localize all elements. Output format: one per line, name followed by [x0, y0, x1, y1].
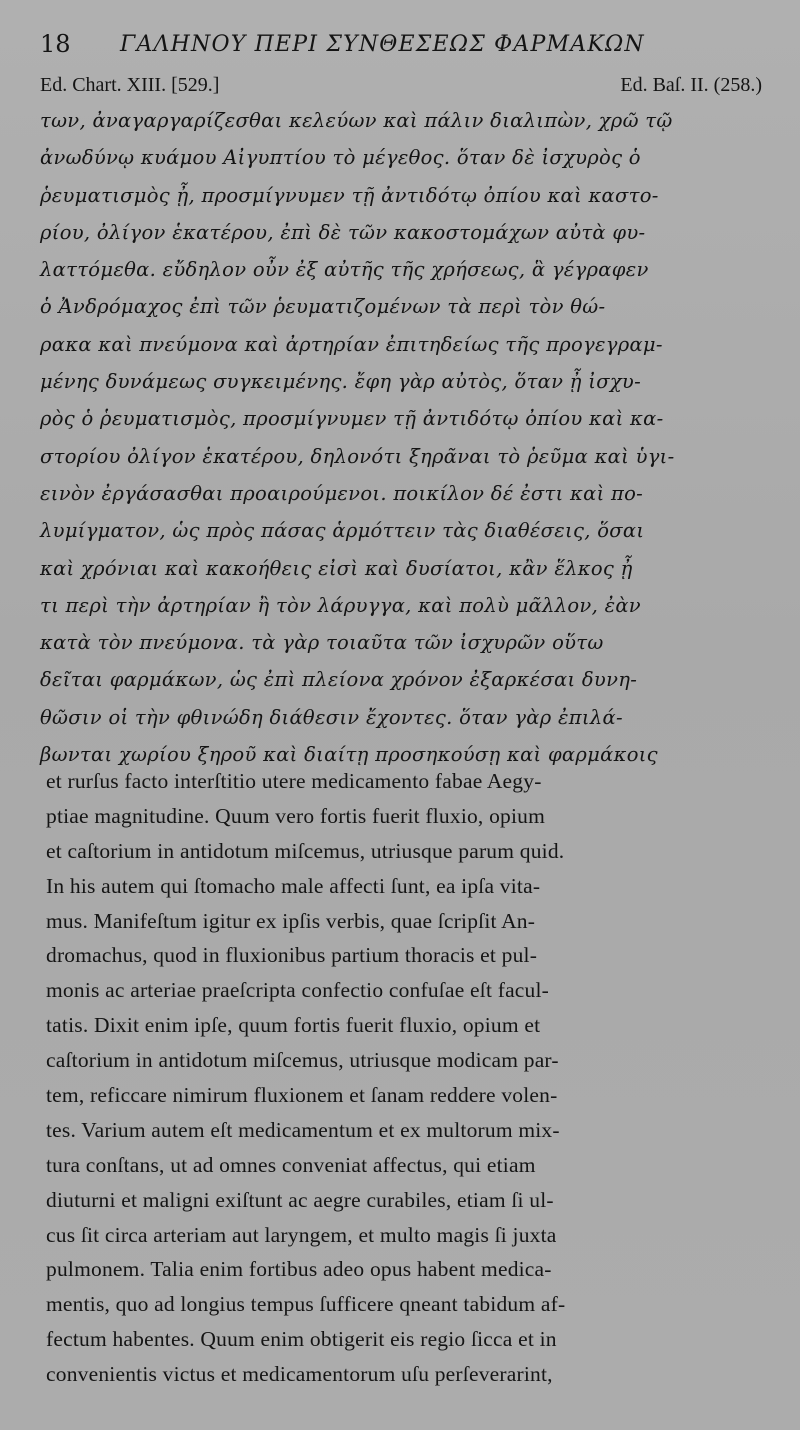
greek-line: βωνται χωρίου ξηροῦ καὶ διαίτῃ προσηκούσῃ καὶ φαρμάκοις	[40, 743, 658, 767]
latin-line: tes. Varium autem eſt medicamentum et ex multorum mix-	[46, 1117, 560, 1142]
page-header	[40, 30, 760, 66]
latin-line: et rurſus facto interſtitio utere medicamento fabae Aegy-	[46, 769, 542, 793]
latin-line: caſtorium in antidotum miſcemus, utriusque modicam par-	[46, 1048, 559, 1073]
greek-line: δεῖται φαρμάκων, ὡς ἐπὶ πλείονα χρόνον ἐξαρκέσαι δυνη-	[40, 668, 638, 692]
greek-line: στορίου ὀλίγον ἑκατέρου, δηλονότι ξηρᾶναι τὸ ῥεῦμα καὶ ὑγι-	[40, 444, 675, 468]
latin-line: tura conſtans, ut ad omnes conveniat affectus, qui etiam	[46, 1152, 536, 1177]
latin-line: In his autem qui ſtomacho male affecti ſunt, ea ipſa vita-	[46, 873, 541, 898]
latin-line: fectum habentes. Quum enim obtigerit eis regio ſicca et in	[46, 1327, 557, 1352]
latin-line: cus ſit circa arteriam aut laryngem, et multo magis ſi juxta	[46, 1222, 557, 1247]
greek-line: τι περὶ τὴν ἀρτηρίαν ἢ τὸν λάρυγγα, καὶ πολὺ μᾶλλον, ἐὰν	[40, 593, 641, 617]
greek-line: ἀνωδύνῳ κυάμου Αἰγυπτίου τὸ μέγεθος. ὅταν δὲ ἰσχυρὸς ὁ	[40, 146, 641, 170]
latin-line: monis ac arteriae praeſcripta confectio confuſae eſt facul-	[46, 978, 550, 1003]
greek-line: εινὸν ἐργάσασθαι προαιρούμενοι. ποικίλον δέ ἐστι καὶ πο-	[40, 481, 644, 505]
latin-line: diuturni et maligni exiſtunt ac aegre curabiles, etiam ſi ul-	[46, 1187, 554, 1212]
greek-line: ὁ Ἀνδρόμαχος ἐπὶ τῶν ῥευματιζομένων τὰ περὶ τὸν θώ-	[40, 295, 606, 319]
latin-text-block	[46, 764, 772, 1392]
running-title: ΓΑΛΗΝΟΥ ΠΕΡΙ ΣΥΝΘΕΣΕΩΣ ΦΑΡΜΑΚΩΝ	[120, 32, 645, 57]
greek-line: καὶ χρόνιαι καὶ κακοήθεις εἰσὶ καὶ δυσίατοι, κἂν ἕλκος ᾖ	[40, 556, 633, 580]
latin-line: tatis. Dixit enim ipſe, quum fortis fuerit fluxio, opium et	[46, 1013, 541, 1038]
edition-reference-basel: Ed. Baſ. II. (258.)	[620, 74, 762, 96]
greek-line: ῥευματισμὸς ᾖ, προσμίγνυμεν τῇ ἀντιδότῳ ὀπίου καὶ καστο-	[40, 183, 659, 207]
edition-reference-chart: Ed. Chart. XIII. [529.]	[40, 74, 220, 96]
greek-line: των, ἀναγαργαρίζεσθαι κελεύων καὶ πάλιν διαλιπὼν, χρῶ τῷ	[40, 109, 673, 132]
greek-line: μένης δυνάμεως συγκειμένης. ἔφη γὰρ αὐτὸς, ὅταν ᾖ ἰσχυ-	[40, 370, 641, 394]
latin-line: mentis, quo ad longius tempus ſufficere qneant tabidum af-	[46, 1292, 566, 1317]
latin-line: tem, reficcare nimirum fluxionem et ſanam reddere volen-	[46, 1083, 558, 1108]
latin-line: ptiae magnitudine. Quum vero fortis fuerit fluxio, opium	[46, 803, 546, 828]
greek-line: λυμίγματον, ὡς πρὸς πάσας ἁρμόττειν τὰς διαθέσεις, ὅσαι	[40, 519, 645, 543]
greek-line: λαττόμεθα. εὔδηλον οὖν ἐξ αὐτῆς τῆς χρήσεως, ἃ γέγραφεν	[40, 258, 649, 282]
latin-line: dromachus, quod in fluxionibus partium thoracis et pul-	[46, 943, 538, 968]
greek-line: ρακα καὶ πνεύμονα καὶ ἀρτηρίαν ἐπιτηδείως τῆς προγεγραμ-	[40, 332, 663, 356]
latin-line: mus. Manifeſtum igitur ex ipſis verbis, quae ſcripſit An-	[46, 908, 536, 933]
greek-line: ρὸς ὁ ῥευματισμὸς, προσμίγνυμεν τῇ ἀντιδότῳ ὀπίου καὶ κα-	[40, 407, 664, 431]
latin-line: pulmonem. Talia enim fortibus adeo opus habent medica-	[46, 1257, 552, 1282]
latin-line: et caſtorium in antidotum miſcemus, utriusque parum quid.	[46, 838, 565, 863]
page-number: 18	[40, 30, 71, 58]
greek-line: ρίου, ὀλίγον ἑκατέρου, ἐπὶ δὲ τῶν κακοστομάχων αὐτὰ φυ-	[40, 220, 646, 244]
greek-text-block	[40, 102, 770, 773]
greek-line: θῶσιν οἱ τὴν φθινώδη διάθεσιν ἔχοντες. ὅταν γὰρ ἐπιλά-	[40, 705, 623, 729]
edition-references	[40, 74, 762, 102]
latin-line: convenientis victus et medicamentorum uſu perſeverarint,	[46, 1362, 553, 1387]
greek-line: κατὰ τὸν πνεύμονα. τὰ γὰρ τοιαῦτα τῶν ἰσχυρῶν οὕτω	[40, 631, 604, 655]
